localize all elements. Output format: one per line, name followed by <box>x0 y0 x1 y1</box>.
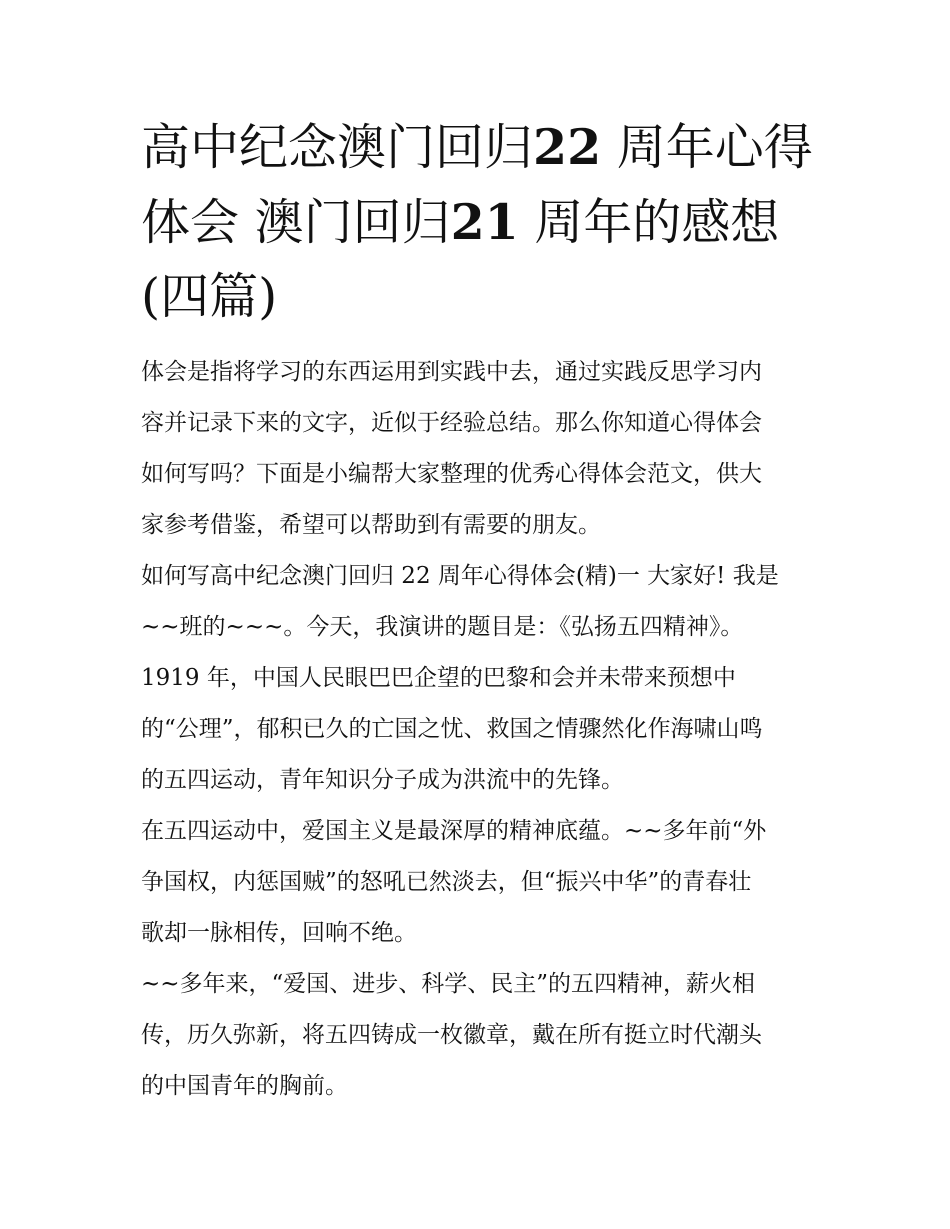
body-line-1: 体会是指将学习的东西运用到实践中去，通过实践反思学习内 <box>141 359 762 385</box>
body-line-6: ~~班的~~~。今天，我演讲的题目是：《弘扬五四精神》。 <box>141 614 744 640</box>
body-line-14: 传，历久弥新，将五四铸成一枚徽章，戴在所有挺立时代潮头 <box>141 1022 762 1048</box>
document-content <box>141 110 813 1112</box>
title-line-2 <box>141 194 779 251</box>
body-line-9: 的五四运动，青年知识分子成为洪流中的先锋。 <box>141 767 624 793</box>
title-line-2-text-b: 周年的感想 <box>518 194 780 251</box>
title-line-1-number: 22 <box>533 118 602 176</box>
title-line-2-text-a: 体会 澳门回归 <box>141 194 451 251</box>
document-body <box>141 347 813 1112</box>
body-line-7: 1919 年，中国人民眼巴巴企望的巴黎和会并未带来预想中 <box>141 665 736 691</box>
body-line-8: 的“公理”，郁积已久的亡国之忧、救国之情骤然化作海啸山鸣 <box>141 716 763 742</box>
body-line-10: 在五四运动中，爱国主义是最深厚的精神底蕴。~~多年前“外 <box>141 818 767 844</box>
document-title <box>141 110 813 334</box>
title-line-1-text-a: 高中纪念澳门回归 <box>141 119 534 176</box>
body-line-2: 容并记录下来的文字，近似于经验总结。那么你知道心得体会 <box>141 410 762 436</box>
body-line-11: 争国权，内惩国贼”的怒吼已然淡去，但“振兴中华”的青春壮 <box>141 869 752 895</box>
body-line-12: 歌却一脉相传，回响不绝。 <box>141 920 417 946</box>
body-line-5: 如何写高中纪念澳门回归 22 周年心得体会(精)一 大家好! 我是 <box>141 563 779 589</box>
body-line-13: ~~多年来，“爱国、进步、科学、民主”的五四精神，薪火相 <box>141 971 756 997</box>
title-line-2-number: 21 <box>450 193 519 251</box>
body-line-15: 的中国青年的胸前。 <box>141 1073 348 1099</box>
body-line-3: 如何写吗？下面是小编帮大家整理的优秀心得体会范文，供大 <box>141 461 762 487</box>
body-line-4: 家参考借鉴，希望可以帮助到有需要的朋友。 <box>141 512 601 538</box>
title-line-1 <box>141 119 813 176</box>
title-line-3: (四篇) <box>141 268 278 325</box>
title-line-1-text-b: 周年心得 <box>601 119 813 176</box>
